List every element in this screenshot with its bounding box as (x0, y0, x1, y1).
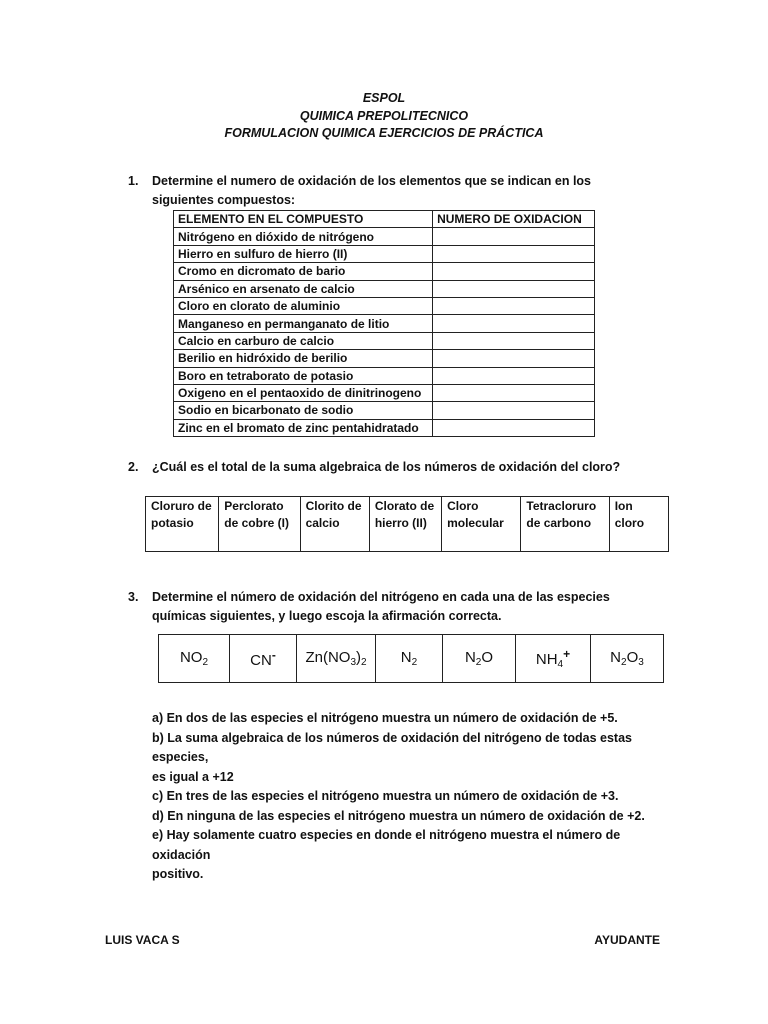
compound-cell: Clorato de hierro (II) (369, 497, 441, 552)
footer-role: AYUDANTE (594, 933, 660, 947)
table-row (174, 402, 595, 419)
species-no2: $NO_2$ (159, 635, 230, 683)
answer-cell (433, 332, 595, 349)
table-row (174, 350, 595, 367)
table-row (174, 315, 595, 332)
answer-cell (433, 419, 595, 436)
answer-cell (433, 245, 595, 262)
answer-cell (433, 402, 595, 419)
table-row (159, 635, 664, 683)
table-row (174, 367, 595, 384)
species-zn-no3-2: $Zn(NO_3)_2$ (297, 635, 376, 683)
answer-cell (433, 263, 595, 280)
row-label: Arsénico en arsenato de calcio (174, 280, 433, 297)
question-1 (128, 172, 648, 210)
table-row (174, 245, 595, 262)
table-row (174, 384, 595, 401)
row-label: Hierro en sulfuro de hierro (II) (174, 245, 433, 262)
option-c: c) En tres de las especies el nitrógeno muestra un número de oxidación de +3. (152, 789, 619, 803)
worksheet-title: FORMULACION QUIMICA EJERCICIOS DE PRÁCTICA (224, 126, 544, 140)
question-text: Determine el número de oxidación del nitrógeno en cada una de las especies químicas siguientes, y luego escoja la afirmación correcta. (152, 590, 610, 623)
answer-cell (433, 228, 595, 245)
question-number: 2. (128, 460, 139, 474)
chlorine-compounds-table (145, 496, 669, 552)
table-row (174, 280, 595, 297)
question-number: 1. (128, 174, 139, 188)
compound-cell: Cloruro de potasio (146, 497, 219, 552)
answer-cell (433, 297, 595, 314)
nitrogen-species-table (158, 634, 664, 683)
option-e-line1: e) Hay solamente cuatro especies en donde el nitrógeno muestra el número de oxidación (152, 828, 621, 862)
option-a: a) En dos de las especies el nitrógeno muestra un número de oxidación de +5. (152, 711, 618, 725)
answer-options (152, 709, 662, 885)
table-row (174, 297, 595, 314)
column-header-element: ELEMENTO EN EL COMPUESTO (174, 211, 433, 228)
answer-cell (433, 384, 595, 401)
row-label: Cromo en dicromato de bario (174, 263, 433, 280)
footer-author: LUIS VACA S (105, 933, 180, 947)
row-label: Oxigeno en el pentaoxido de dinitrinogeno (174, 384, 433, 401)
question-2 (128, 458, 648, 477)
institution-name: ESPOL (362, 91, 406, 105)
answer-cell (433, 350, 595, 367)
row-label: Boro en tetraborato de potasio (174, 367, 433, 384)
table-row (146, 497, 669, 552)
row-label: Manganeso en permanganato de litio (174, 315, 433, 332)
table-header-row (174, 211, 595, 228)
species-cn: CN- (230, 635, 297, 683)
option-b-line1: b) La suma algebraica de los números de oxidación del nitrógeno de todas estas especies, (152, 730, 632, 764)
compound-cell: Clorito de calcio (300, 497, 369, 552)
table-row (174, 263, 595, 280)
question-3 (128, 588, 648, 626)
answer-cell (433, 280, 595, 297)
species-n2o3: $N_2O_3$ (591, 635, 664, 683)
option-b-line2: es igual a +12 (152, 769, 234, 784)
option-d: d) En ninguna de las especies el nitrógeno muestra un número de oxidación de +2. (152, 808, 645, 823)
question-text: ¿Cuál es el total de la suma algebraica de los números de oxidación del cloro? (152, 460, 621, 474)
table-row (174, 228, 595, 245)
question-number: 3. (128, 590, 139, 604)
oxidation-table (173, 210, 595, 437)
compound-cell: Tetracloruro de carbono (521, 497, 609, 552)
row-label: Nitrógeno en dióxido de nitrógeno (174, 228, 433, 245)
option-e-line2: positivo. (152, 867, 204, 881)
question-text: Determine el numero de oxidación de los elementos que se indican en los siguientes compuestos: (152, 174, 592, 207)
table-row (174, 332, 595, 349)
species-n2o: $N_2O$ (443, 635, 516, 683)
compound-cell: Ion cloro (609, 497, 668, 552)
species-nh4: $NH_4^+$ (516, 635, 591, 683)
answer-cell (433, 367, 595, 384)
compound-cell: Perclorato de cobre (I) (219, 497, 300, 552)
row-label: Berilio en hidróxido de berilio (174, 350, 433, 367)
course-name: QUIMICA PREPOLITECNICO (299, 108, 469, 123)
compound-cell: Cloro molecular (442, 497, 521, 552)
answer-cell (433, 315, 595, 332)
document-header (0, 90, 768, 143)
species-n2: $N_2$ (376, 635, 443, 683)
row-label: Calcio en carburo de calcio (174, 332, 433, 349)
row-label: Cloro en clorato de aluminio (174, 297, 433, 314)
table-row (174, 419, 595, 436)
row-label: Sodio en bicarbonato de sodio (174, 402, 433, 419)
row-label: Zinc en el bromato de zinc pentahidratado (174, 419, 433, 436)
column-header-oxidation-number: NUMERO DE OXIDACION (433, 211, 595, 228)
